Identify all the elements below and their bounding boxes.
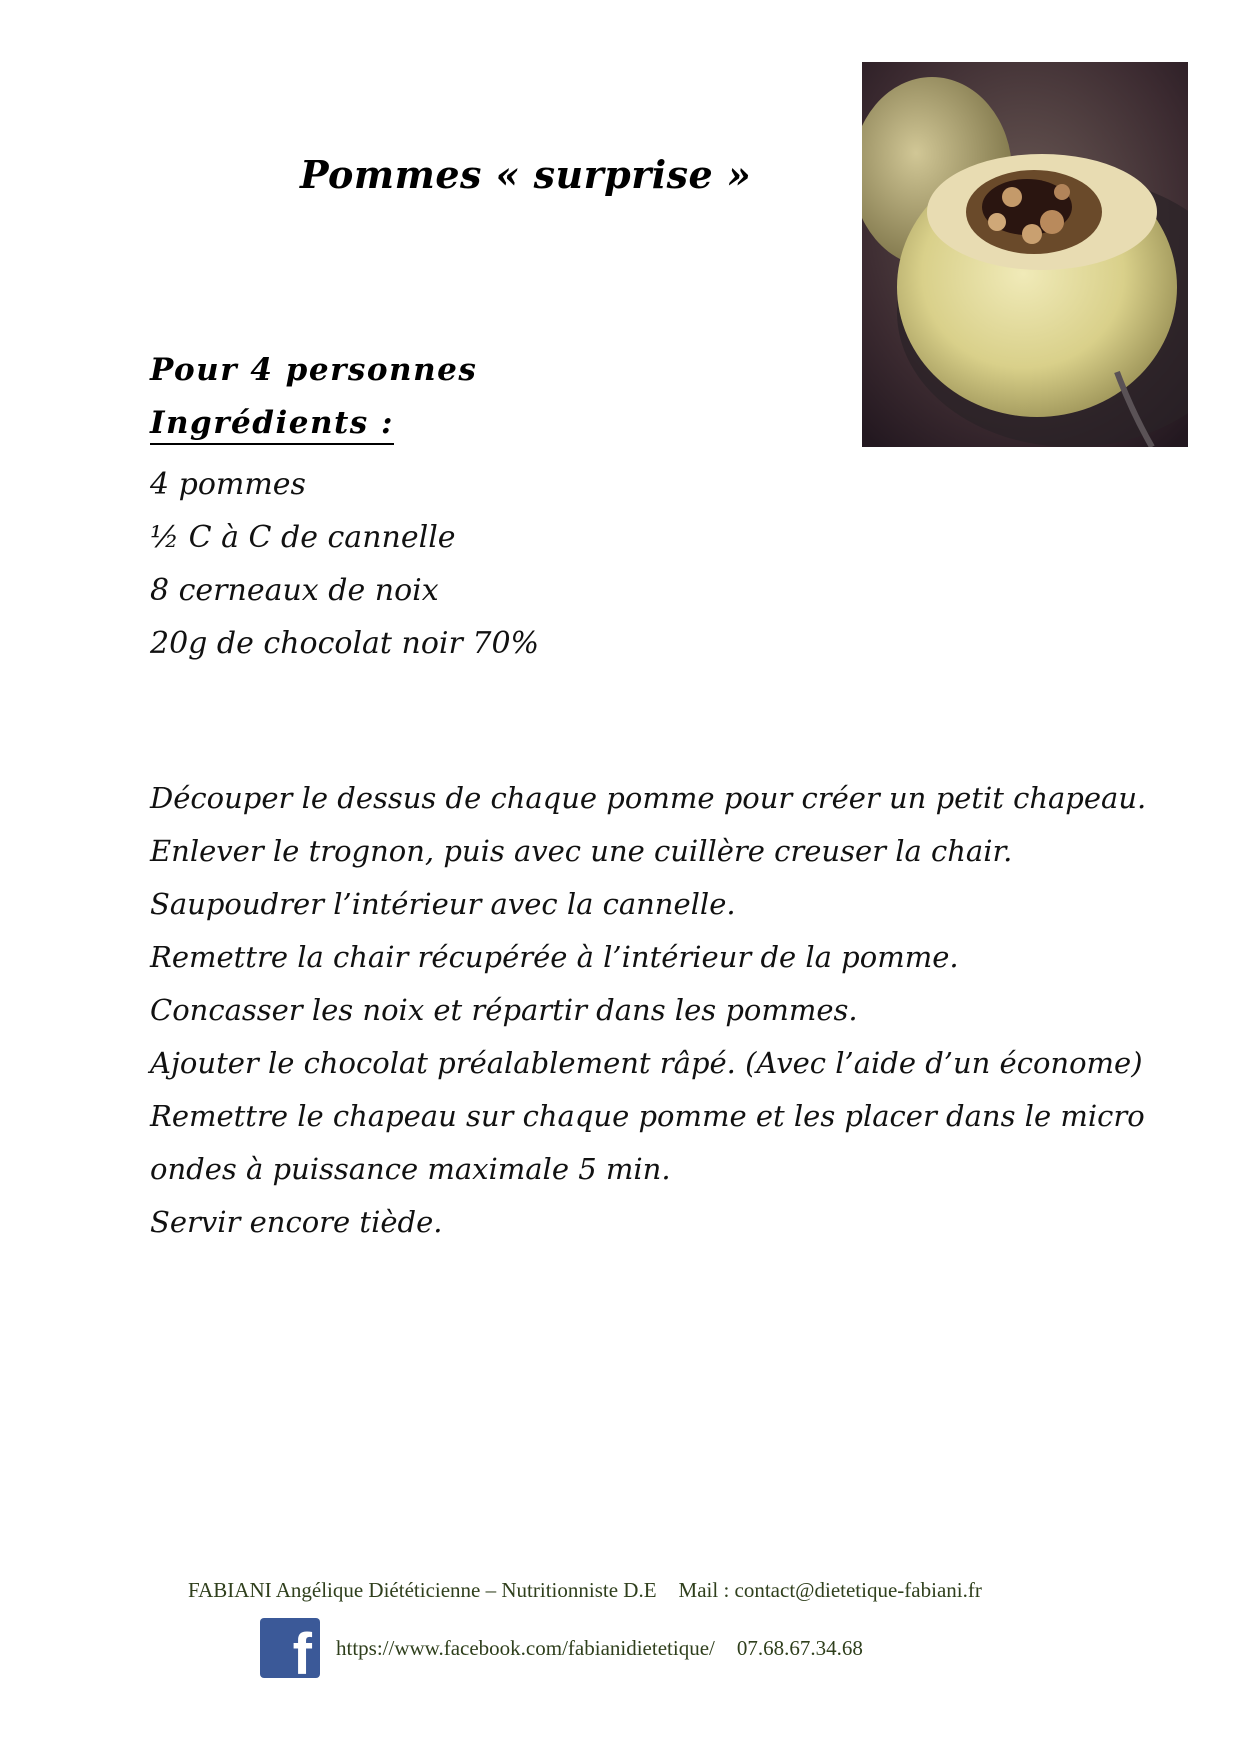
ingredient-item: 20g de chocolat noir 70%	[150, 626, 540, 661]
footer-social-line	[336, 1636, 863, 1661]
steps-list	[150, 772, 1147, 1249]
step-line: Saupoudrer l’intérieur avec la cannelle.	[150, 887, 736, 921]
footer-mail-label: Mail :	[678, 1578, 730, 1602]
step-line: Servir encore tiède.	[150, 1205, 443, 1239]
step-line: Ajouter le chocolat préalablement râpé. (Avec l’aide d’un économe)	[150, 1046, 1143, 1080]
step-line: Concasser les noix et répartir dans les pommes.	[150, 993, 858, 1027]
ingredients-list	[150, 458, 539, 670]
recipe-photo	[862, 62, 1188, 447]
ingredient-item: 8 cerneaux de noix	[150, 573, 439, 608]
recipe-title: Pommes « surprise »	[300, 152, 752, 197]
ingredients-heading: Ingrédients :	[150, 404, 394, 445]
facebook-link[interactable]: https://www.facebook.com/fabianidietetique/	[336, 1636, 715, 1660]
ingredient-item: 4 pommes	[150, 467, 306, 502]
footer-contact-line	[188, 1578, 982, 1603]
facebook-icon[interactable]: f	[260, 1618, 320, 1678]
step-line: ondes à puissance maximale 5 min.	[150, 1152, 671, 1186]
step-line: Remettre le chapeau sur chaque pomme et les placer dans le micro	[150, 1099, 1145, 1133]
servings-heading: Pour 4 personnes	[150, 352, 478, 388]
ingredient-item: ½ C à C de cannelle	[150, 520, 456, 555]
step-line: Découper le dessus de chaque pomme pour créer un petit chapeau.	[150, 781, 1147, 815]
footer-email-link[interactable]: contact@dietetique-fabiani.fr	[734, 1578, 982, 1602]
step-line: Enlever le trognon, puis avec une cuillère creuser la chair.	[150, 834, 1013, 868]
footer-phone: 07.68.67.34.68	[736, 1636, 863, 1660]
step-line: Remettre la chair récupérée à l’intérieur de la pomme.	[150, 940, 959, 974]
footer-author: FABIANI Angélique Diététicienne – Nutritionniste D.E	[188, 1578, 657, 1602]
